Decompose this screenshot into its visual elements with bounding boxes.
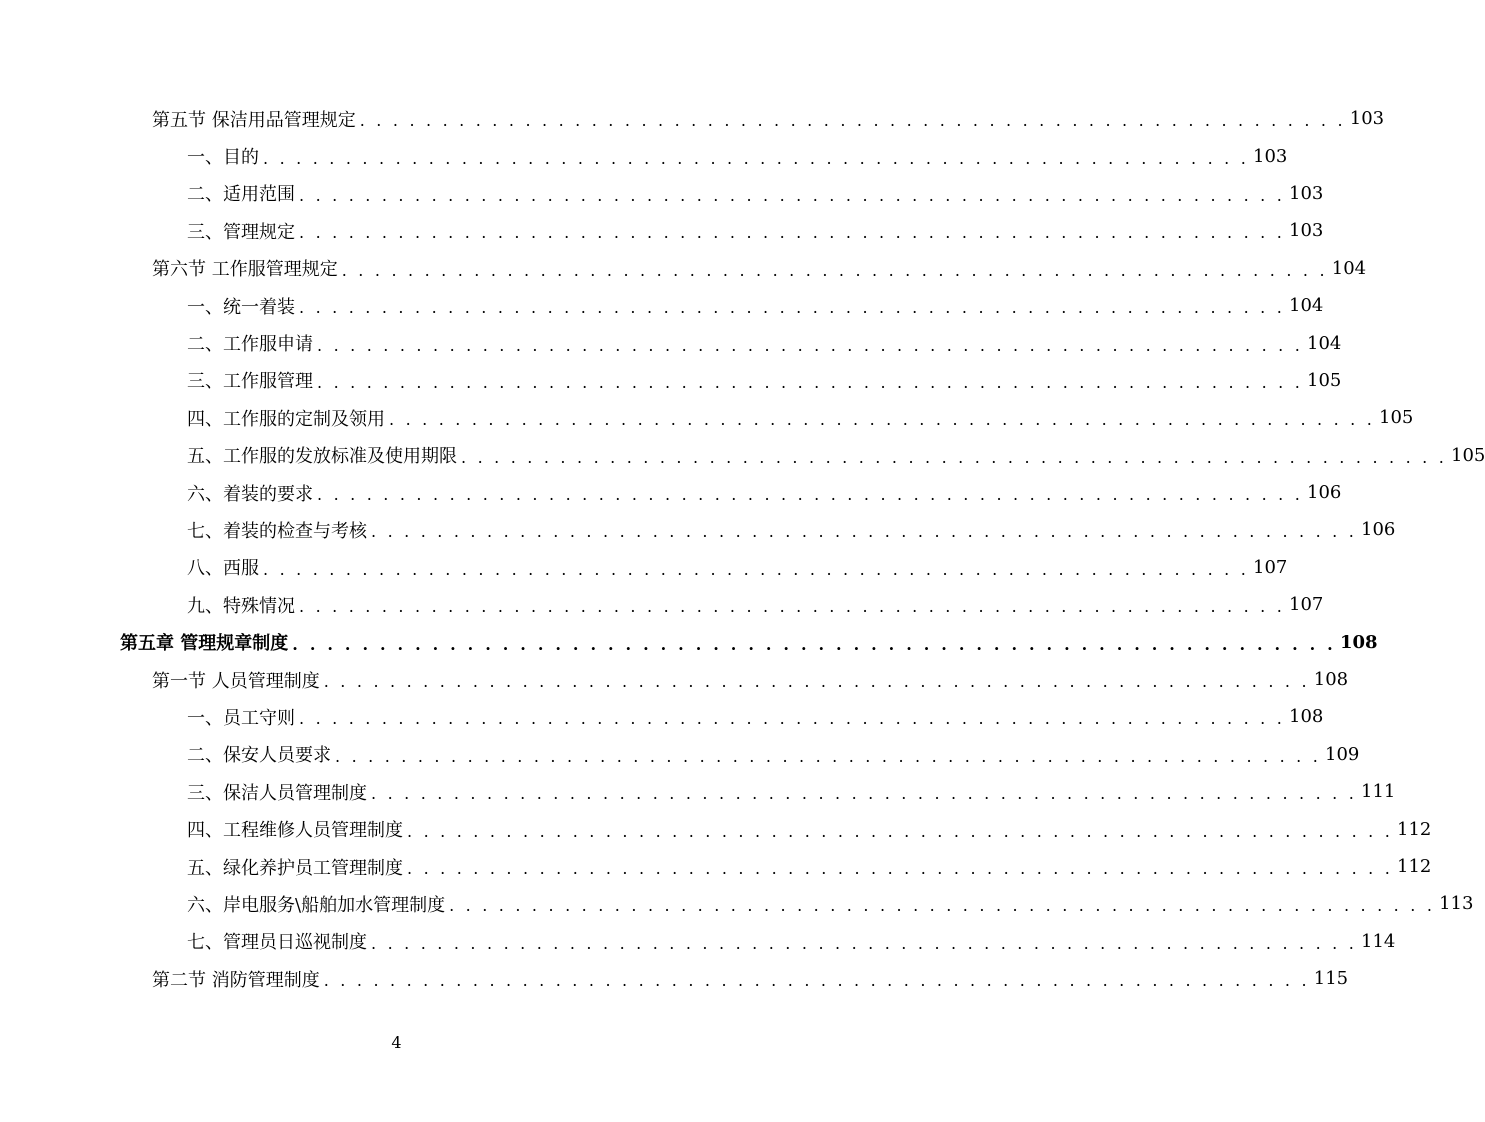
toc-entry-page: 107 [1285,594,1323,615]
toc-entry-page: 106 [1303,482,1341,503]
toc-leader-dots: . . . . . . . . . . . . . . . . . . . . . . . . . . . . . . . . . . . . . . . . . . . . . . . . . . . . . . . . . . . . [299,298,1286,318]
toc-leader-dots: . . . . . . . . . . . . . . . . . . . . . . . . . . . . . . . . . . . . . . . . . . . . . . . . . . . . . . . . . . . . [341,260,1328,280]
toc-entry-page: 104 [1328,258,1366,279]
page-number: 4 [391,1033,402,1052]
toc-entry-page: 114 [1357,931,1395,952]
toc-leader-dots: . . . . . . . . . . . . . . . . . . . . . . . . . . . . . . . . . . . . . . . . . . . . . . . . . . . . . . . . . . . . [317,335,1304,355]
toc-leader-dots: . . . . . . . . . . . . . . . . . . . . . . . . . . . . . . . . . . . . . . . . . . . . . . . . . . . . . . . . . . . . [317,485,1304,505]
toc-entry-page: 104 [1285,295,1323,316]
toc-leader-dots: . . . . . . . . . . . . . . . . . . . . . . . . . . . . . . . . . . . . . . . . . . . . . . . . . . . . . . . . . . . . [407,821,1394,841]
toc-entry-label: 七、管理员日巡视制度 [187,928,371,954]
toc-entry-label: 一、统一着装 [187,293,299,319]
toc-entry-page: 103 [1346,108,1384,129]
toc-leader-dots: . . . . . . . . . . . . . . . . . . . . . . . . . . . . . . . . . . . . . . . . . . . . . . . . . . . . . . . . . . . . [292,634,1336,654]
toc-entry-page: 108 [1310,669,1348,690]
toc-entry-item[interactable] [0,923,1396,960]
toc-entry-label: 三、管理规定 [187,218,299,244]
toc-entry-item[interactable] [0,848,1432,885]
toc-entry-item[interactable] [0,137,1288,174]
toc-entry-item[interactable] [0,698,1324,735]
table-of-contents [0,100,1485,997]
toc-entry-item[interactable] [0,175,1324,212]
toc-entry-item[interactable] [0,399,1414,436]
toc-leader-dots: . . . . . . . . . . . . . . . . . . . . . . . . . . . . . . . . . . . . . . . . . . . . . . . . . . . . . . . . . . . . [323,672,1310,692]
toc-entry-page: 105 [1447,445,1485,466]
toc-entry-page: 115 [1310,968,1348,989]
toc-entry-page: 112 [1393,819,1431,840]
toc-leader-dots: . . . . . . . . . . . . . . . . . . . . . . . . . . . . . . . . . . . . . . . . . . . . . . . . . . . . . . . . . . . . [263,559,1250,579]
toc-leader-dots: . . . . . . . . . . . . . . . . . . . . . . . . . . . . . . . . . . . . . . . . . . . . . . . . . . . . . . . . . . . . [263,148,1250,168]
toc-leader-dots: . . . . . . . . . . . . . . . . . . . . . . . . . . . . . . . . . . . . . . . . . . . . . . . . . . . . . . . . . . . . [299,597,1286,617]
toc-entry-label: 四、工作服的定制及领用 [187,405,389,431]
toc-entry-section[interactable] [0,960,1349,997]
toc-entry-label: 五、工作服的发放标准及使用期限 [187,442,461,468]
toc-entry-label: 第五节 保洁用品管理规定 [152,106,360,132]
toc-entry-page: 108 [1285,706,1323,727]
toc-entry-item[interactable] [0,287,1324,324]
toc-entry-label: 第一节 人员管理制度 [152,667,324,693]
toc-entry-page: 103 [1285,183,1323,204]
toc-entry-page: 106 [1357,519,1395,540]
toc-entry-label: 五、绿化养护员工管理制度 [187,854,407,880]
toc-entry-label: 四、工程维修人员管理制度 [187,816,407,842]
toc-entry-section[interactable] [0,100,1385,137]
toc-entry-item[interactable] [0,736,1360,773]
toc-entry-item[interactable] [0,511,1396,548]
toc-entry-label: 七、着装的检查与考核 [187,517,371,543]
toc-entry-label: 二、保安人员要求 [187,741,335,767]
toc-leader-dots: . . . . . . . . . . . . . . . . . . . . . . . . . . . . . . . . . . . . . . . . . . . . . . . . . . . . . . . . . . . . [323,971,1310,991]
toc-entry-page: 105 [1303,370,1341,391]
toc-entry-label: 六、着装的要求 [187,480,317,506]
toc-leader-dots: . . . . . . . . . . . . . . . . . . . . . . . . . . . . . . . . . . . . . . . . . . . . . . . . . . . . . . . . . . . . [299,185,1286,205]
toc-entry-label: 八、西服 [187,554,263,580]
toc-entry-page: 108 [1336,632,1378,653]
toc-entry-label: 二、工作服申请 [187,330,317,356]
toc-entry-label: 一、目的 [187,143,263,169]
toc-entry-item[interactable] [0,437,1485,474]
toc-entry-label: 第五章 管理规章制度 [120,629,292,655]
toc-leader-dots: . . . . . . . . . . . . . . . . . . . . . . . . . . . . . . . . . . . . . . . . . . . . . . . . . . . . . . . . . . . . [317,372,1304,392]
toc-leader-dots: . . . . . . . . . . . . . . . . . . . . . . . . . . . . . . . . . . . . . . . . . . . . . . . . . . . . . . . . . . . . [299,709,1286,729]
toc-entry-item[interactable] [0,885,1474,922]
toc-entry-section[interactable] [0,250,1367,287]
toc-leader-dots: . . . . . . . . . . . . . . . . . . . . . . . . . . . . . . . . . . . . . . . . . . . . . . . . . . . . . . . . . . . . [371,784,1358,804]
toc-leader-dots: . . . . . . . . . . . . . . . . . . . . . . . . . . . . . . . . . . . . . . . . . . . . . . . . . . . . . . . . . . . . [389,410,1376,430]
toc-leader-dots: . . . . . . . . . . . . . . . . . . . . . . . . . . . . . . . . . . . . . . . . . . . . . . . . . . . . . . . . . . . . [359,111,1346,131]
toc-entry-section[interactable] [0,661,1349,698]
toc-leader-dots: . . . . . . . . . . . . . . . . . . . . . . . . . . . . . . . . . . . . . . . . . . . . . . . . . . . . . . . . . . . . [371,522,1358,542]
toc-leader-dots: . . . . . . . . . . . . . . . . . . . . . . . . . . . . . . . . . . . . . . . . . . . . . . . . . . . . . . . . . . . . [371,933,1358,953]
toc-entry-item[interactable] [0,549,1288,586]
toc-leader-dots: . . . . . . . . . . . . . . . . . . . . . . . . . . . . . . . . . . . . . . . . . . . . . . . . . . . . . . . . . . . . [407,859,1394,878]
toc-entry-item[interactable] [0,362,1342,399]
toc-entry-item[interactable] [0,324,1342,361]
toc-entry-item[interactable] [0,586,1324,623]
toc-entry-item[interactable] [0,474,1342,511]
toc-entry-page: 105 [1375,407,1413,428]
toc-entry-page: 104 [1303,333,1341,354]
toc-leader-dots: . . . . . . . . . . . . . . . . . . . . . . . . . . . . . . . . . . . . . . . . . . . . . . . . . . . . . . . . . . . . [461,447,1448,467]
toc-entry-label: 二、适用范围 [187,180,299,206]
toc-leader-dots: . . . . . . . . . . . . . . . . . . . . . . . . . . . . . . . . . . . . . . . . . . . . . . . . . . . . . . . . . . . . [335,746,1322,766]
toc-entry-page: 109 [1321,744,1359,765]
toc-entry-page: 103 [1285,220,1323,241]
toc-leader-dots: . . . . . . . . . . . . . . . . . . . . . . . . . . . . . . . . . . . . . . . . . . . . . . . . . . . . . . . . . . . . [299,223,1286,243]
toc-entry-item[interactable] [0,810,1432,847]
toc-leader-dots: . . . . . . . . . . . . . . . . . . . . . . . . . . . . . . . . . . . . . . . . . . . . . . . . . . . . . . . . . . . . [449,896,1436,916]
toc-entry-label: 九、特殊情况 [187,592,299,618]
toc-entry-page: 103 [1249,146,1287,167]
toc-entry-chapter[interactable] [0,623,1378,660]
toc-entry-label: 六、岸电服务\船舶加水管理制度 [187,891,449,917]
toc-entry-label: 一、员工守则 [187,704,299,730]
toc-entry-page: 113 [1435,893,1473,914]
toc-entry-label: 第二节 消防管理制度 [152,966,324,992]
toc-entry-label: 第六节 工作服管理规定 [152,255,342,281]
toc-entry-item[interactable] [0,212,1324,249]
toc-entry-item[interactable] [0,773,1396,810]
toc-entry-page: 112 [1393,856,1431,877]
toc-entry-page: 107 [1249,557,1287,578]
toc-entry-label: 三、保洁人员管理制度 [187,779,371,805]
toc-entry-page: 111 [1357,781,1395,802]
toc-entry-label: 三、工作服管理 [187,367,317,393]
